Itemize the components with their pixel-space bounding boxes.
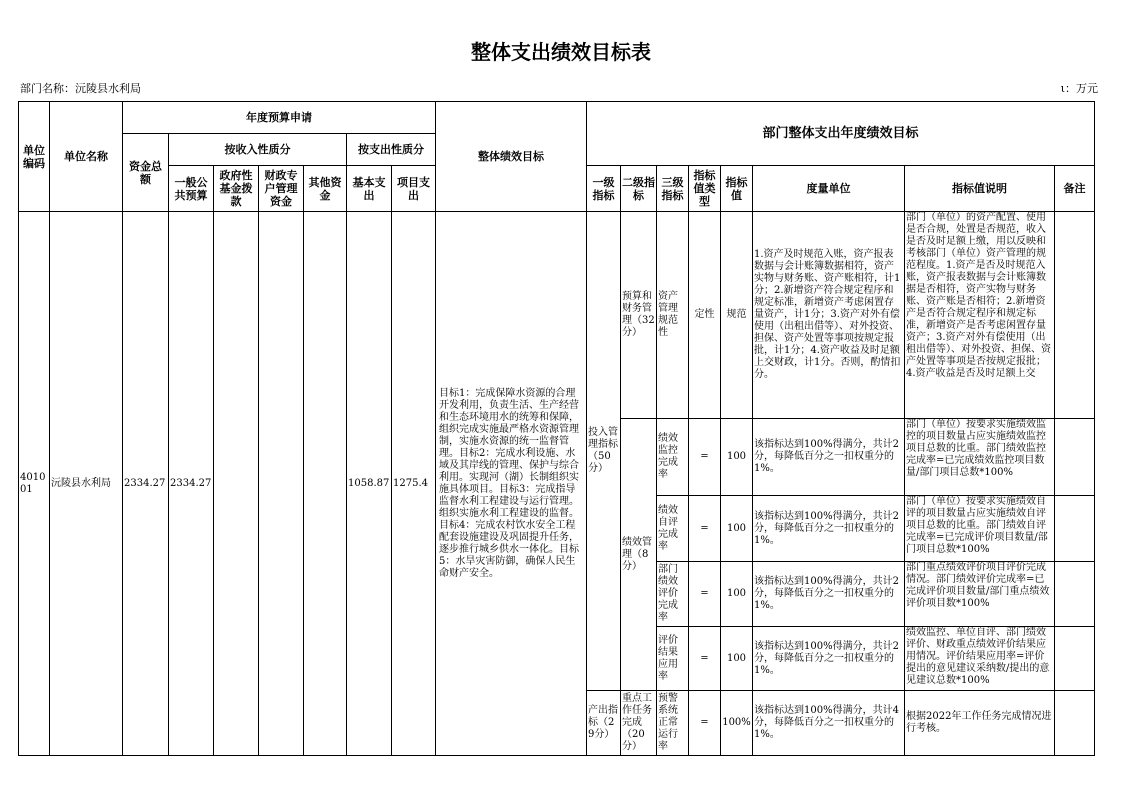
table-row-l3: 预警系统正常运行率 <box>657 691 689 756</box>
header-indicator-desc: 指标值说明 <box>905 166 1055 212</box>
header-dept-goal: 部门整体支出年度绩效目标 <box>587 102 1095 166</box>
table-row-desc <box>905 212 1055 419</box>
header-level3: 三级指标 <box>657 166 689 212</box>
table-row-l3: 评价结果应用率 <box>657 627 689 691</box>
desc-text: 部门（单位）按要求实施绩效自评的项目数量占应实施绩效自评项目总数的比重。部门绩效自评完成率=已完成评价项目数量/部门项目总数*100% <box>906 496 1048 555</box>
table-row-measure: 1.资产及时规范入账，资产报表数据与会计账簿数据相符，资产实物与财务账、资产账相符，计1分；2.新增资产符合规定程序和规定标准，新增资产考虑闲置存量资产，计1分；3.资产对外有偿使用（出租出借等）、对外投资、担保、资产处置等事项按规定报批，计1分；4.资产收益及时足额上交财政，计1分。否则，酌情扣分。 <box>753 212 905 419</box>
header-total-funds: 资金总额 <box>123 134 169 212</box>
header-general-budget: 一般公共预算 <box>169 166 214 212</box>
header-overall-goal: 整体绩效目标 <box>436 102 587 212</box>
desc-text: 绩效监控、单位自评、部门绩效评价、财政重点绩效评价结果应用情况。评价结果应用率=评价提出的意见建议采纳数/提出的意见建议总数*100% <box>906 627 1050 686</box>
cell-fiscal-special <box>259 212 304 756</box>
table-row-type: = <box>689 691 721 756</box>
table-row-l3: 绩效监控完成率 <box>657 419 689 496</box>
header-basic-expense: 基本支出 <box>347 166 392 212</box>
table-row-remark <box>1055 212 1095 419</box>
table-row-remark <box>1055 627 1095 691</box>
table-row-desc: 根据2022年工作任务完成情况进行考核。 <box>905 691 1055 756</box>
table-row-measure: 该指标达到100%得满分，共计2分，每降低百分之一扣权重分的1%。 <box>753 496 905 562</box>
cell-gov-fund <box>214 212 259 756</box>
desc-text: 部门（单位）的资产配置、使用是否合规，处置是否规范，收入是否及时足额上缴，用以反映和考核部门（单位）资产管理的规范程度。1.资产是否及时规范入账，资产报表数据与会计账簿数据是否相符，资产实物与财务账、资产账是否相符；2.新增资产是否符合规定程序和规定标准，新增资产是否考虑闲置存量资产；3.资产对外有偿使用（出租出借等）、对外投资、担保、资产处置等事项是否按规定报批；4.资产收益是否及时足额上交 <box>906 212 1051 379</box>
table-row-measure: 该指标达到100%得满分，共计2分，每降低百分之一扣权重分的1%。 <box>753 627 905 691</box>
table-row-value: 100 <box>721 419 753 496</box>
table-row-measure: 该指标达到100%得满分，共计2分，每降低百分之一扣权重分的1%。 <box>753 562 905 627</box>
cell-level2-budget: 预算和财务管理（32分） <box>621 212 657 419</box>
table-row-l3: 部门绩效评价完成率 <box>657 562 689 627</box>
header-remark: 备注 <box>1055 166 1095 212</box>
table-row-value: 100 <box>721 562 753 627</box>
table-row-type: = <box>689 562 721 627</box>
header-by-expense: 按支出性质分 <box>347 134 436 166</box>
cell-basic-expense: 1058.87 <box>347 212 392 756</box>
header-measure-unit: 度量单位 <box>753 166 905 212</box>
header-other-funds: 其他资金 <box>304 166 347 212</box>
table-row-desc <box>905 627 1055 691</box>
table-row-value: 100 <box>721 627 753 691</box>
cell-unit-code: 401001 <box>19 212 50 756</box>
header-level1: 一级指标 <box>587 166 621 212</box>
cell-total-funds: 2334.27 <box>123 212 169 756</box>
performance-table <box>18 101 1095 756</box>
table-row-type: = <box>689 419 721 496</box>
table-row-l3: 绩效自评完成率 <box>657 496 689 562</box>
desc-text: 部门（单位）按要求实施绩效监控的项目数量占应实施绩效监控项目总数的比重。部门绩效监控完成率=已完成绩效监控项目数量/部门项目总数*100% <box>906 419 1046 478</box>
table-row-value: 100 <box>721 496 753 562</box>
cell-other-funds <box>304 212 347 756</box>
table-row-remark <box>1055 496 1095 562</box>
table-row-desc <box>905 562 1055 627</box>
header-annual-budget: 年度预算申请 <box>123 102 436 134</box>
desc-text: 部门重点绩效评价项目评价完成情况。部门绩效评价完成率=已完成评价项目数量/部门重点绩效评价项目数*100% <box>906 562 1050 609</box>
header-level2: 二级指标 <box>621 166 657 212</box>
table-row-l3: 资产管理规范性 <box>657 212 689 419</box>
table-row-remark <box>1055 419 1095 496</box>
header-unit-name: 单位名称 <box>50 102 123 212</box>
table-row-value: 100% <box>721 691 753 756</box>
header-indicator-value: 指标值 <box>721 166 753 212</box>
header-fiscal-special: 财政专户管理资金 <box>259 166 304 212</box>
table-row-desc <box>905 419 1055 496</box>
header-project-expense: 项目支出 <box>392 166 436 212</box>
currency-unit: ι：万元 <box>1060 82 1098 95</box>
table-row-type: = <box>689 627 721 691</box>
cell-unit-name: 沅陵县水利局 <box>50 212 123 756</box>
table-row-desc <box>905 496 1055 562</box>
cell-level2-perf: 绩效管理（8分） <box>621 419 657 691</box>
department-name: 部门名称：沅陵县水利局 <box>20 82 141 95</box>
header-gov-fund: 政府性基金拨款 <box>214 166 259 212</box>
cell-project-expense: 1275.4 <box>392 212 436 756</box>
cell-level1-output: 产出指标（29分） <box>587 691 621 756</box>
cell-level2-key: 重点工作任务完成（20分） <box>621 691 657 756</box>
table-row-remark <box>1055 691 1095 756</box>
cell-general-budget: 2334.27 <box>169 212 214 756</box>
table-row-value: 规范 <box>721 212 753 419</box>
table-row-remark <box>1055 562 1095 627</box>
header-unit-code: 单位编码 <box>19 102 50 212</box>
page-title: 整体支出绩效目标表 <box>471 40 651 64</box>
table-row-measure: 该指标达到100%得满分，共计2分，每降低百分之一扣权重分的1%。 <box>753 419 905 496</box>
header-indicator-type: 指标值类型 <box>689 166 721 212</box>
table-row-type: = <box>689 496 721 562</box>
cell-level1-input: 投入管理指标（50分） <box>587 212 621 691</box>
header-by-income: 按收入性质分 <box>169 134 347 166</box>
cell-overall-goal: 目标1：完成保障水资源的合理开发利用，负责生活、生产经营和生态环境用水的统筹和保障，组织完成实施最严格水资源管理制，实施水资源的统一监督管理。目标2：完成水利设施、水域及其岸线的管理、保护与综合利用。实现河（湖）长制组织实施具体项目。目标3：完成指导监督水利工程建设与运行管理。组织实施水利工程建设的监督。目标4：完成农村饮水安全工程配套设施建设及巩固提升任务，逐步推行城乡供水一体化。目标5：水旱灾害防御，确保人民生命财产安全。 <box>436 212 587 756</box>
table-row-measure: 该指标达到100%得满分，共计4分，每降低百分之一扣权重分的1%。 <box>753 691 905 756</box>
table-row-type: 定性 <box>689 212 721 419</box>
